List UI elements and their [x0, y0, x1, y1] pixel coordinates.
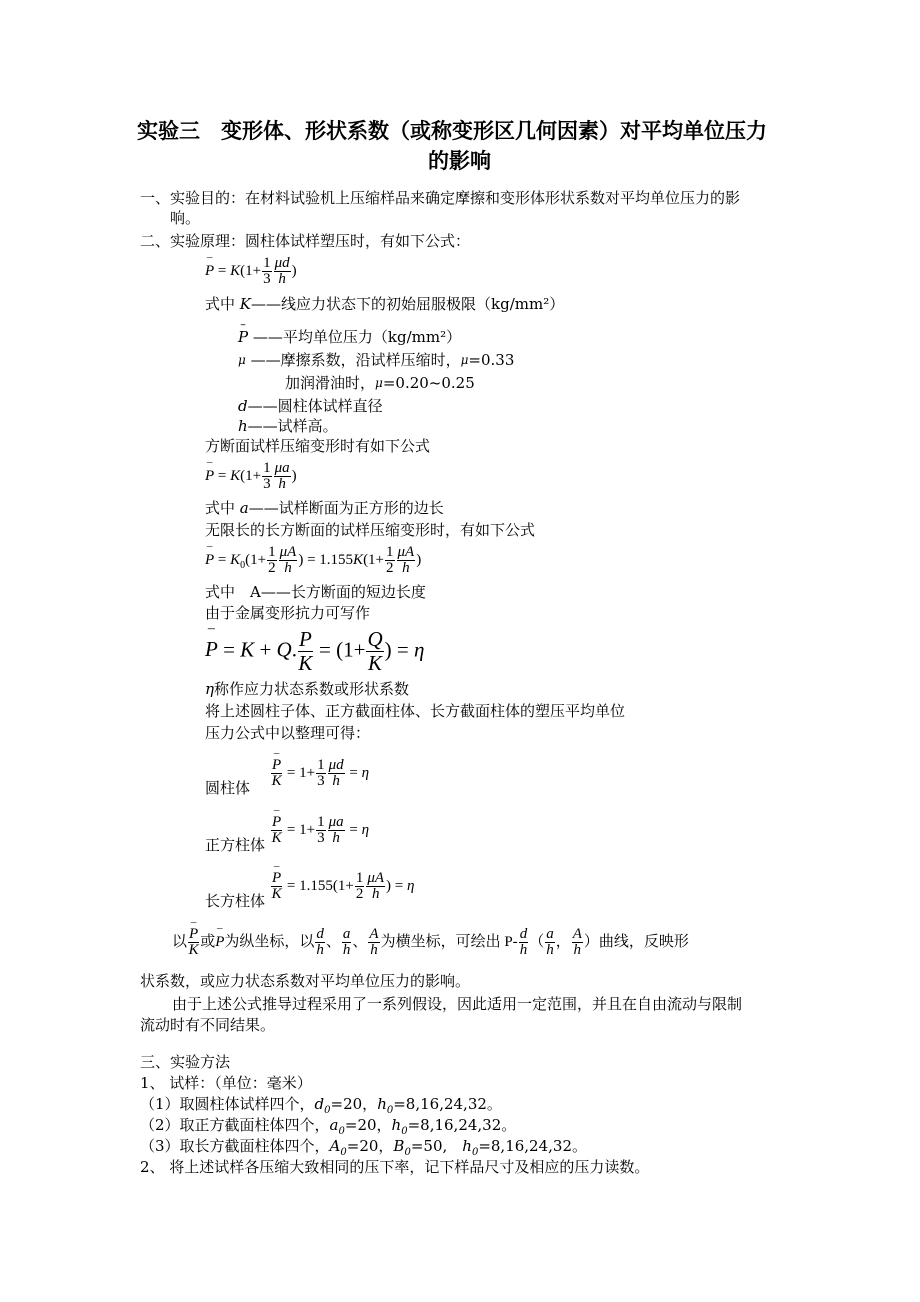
formula-rect: – $P = K_0(1+$ $\frac{1}{2}$ $\frac{\mu A}{h}$ ) = 1.155K(1+ $\frac{1}{2}$ $\frac{\mu A}{h}$ ) [205, 545, 421, 576]
label-cylinder: 圆柱体 [205, 779, 251, 797]
summary-line1: 将上述圆柱子体、正方截面柱体、长方截面柱体的塑压平均单位 [205, 702, 626, 720]
method-item2: 2、 将上述试样各压缩大致相同的压下率，记下样品尺寸及相应的压力读数。 [140, 1158, 650, 1176]
summary-line2: 压力公式中以整理可得： [205, 724, 371, 742]
page-title-line1: 实验三 变形体、形状系数（或称变形区几何因素）对平均单位压力 [137, 119, 767, 143]
method-heading: 三、实验方法 [140, 1053, 231, 1071]
formula-ratio-rect: – $\frac{P}{K}$ = 1.155(1+ $\frac{1}{2}$ $\frac{\mu A}{h}$ ) = η [270, 871, 414, 902]
axis-paragraph-line2: 状系数，或应力状态系数对平均单位压力的影响。 [140, 972, 471, 990]
def-mu-lube: 加润滑油时，$^\mu$=0.20~0.25 [285, 374, 475, 392]
def-P: – P ——平均单位压力（kg/mm²） [238, 327, 461, 347]
def-a: 式中 a——试样断面为正方形的边长 [205, 499, 444, 517]
def-mu: $^\mu$ ——摩擦系数，沿试样压缩时，$^\mu$=0.33 [238, 351, 515, 369]
def-K: 式中 K——线应力状态下的初始屈服极限（kg/mm²） [205, 295, 565, 313]
axis-paragraph-line1: 以 – $\frac{P}{K}$ 或– P为纵坐标，以 $\frac{d}{h}$ 、 $\frac{a}{h}$ 、 $\frac{A}{h}$ 为横坐标，可绘出 P- $\frac{d}{h}$ （ $\frac{a}{h}$ ， $\frac{A}{h}$ ）曲线，反映形 [172, 927, 689, 958]
formula-ratio-square: – $\frac{P}{K}$ = 1+ $\frac{1}{3}$ $\frac{\mu a}{h}$ = η [270, 815, 369, 846]
square-intro: 方断面试样压缩变形时有如下公式 [205, 437, 431, 455]
label-rect: 长方柱体 [205, 892, 266, 910]
def-h: h——试样高。 [238, 417, 338, 435]
sample-rect: （3）取长方截面柱体四个，$A_0=20$，$B_0=50$, $h_0=8,16,24,32$。 [140, 1137, 587, 1158]
formula-cylinder: – P = K(1+ $\frac{1}{3}$ $\frac{\mu d}{h}$ ) [205, 256, 297, 287]
formula-general: – P = K + Q. $\frac{P}{K}$ = (1+ $\frac{Q}{K}$ ) = η [205, 628, 424, 675]
formula-square: – P = K(1+ $\frac{1}{3}$ $\frac{\mu a}{h}$ ) [205, 461, 297, 492]
method-item1: 1、 试样：（单位：毫米） [140, 1074, 312, 1092]
def-A: 式中 A——长方断面的短边长度 [205, 583, 426, 601]
assumption-line2: 流动时有不同结果。 [140, 1016, 276, 1034]
principle-heading: 二、实验原理：圆柱体试样塑压时，有如下公式： [140, 232, 471, 250]
formula-ratio-cylinder: – $\frac{P}{K}$ = 1+ $\frac{1}{3}$ $\frac{\mu d}{h}$ = η [270, 758, 369, 789]
assumption-line1: 由于上述公式推导过程采用了一系列假设，因此适用一定范围，并且在自由流动与限制 [172, 995, 743, 1013]
metal-intro: 由于金属变形抗力可写作 [205, 604, 371, 622]
purpose-line1: 一、实验目的：在材料试验机上压缩样品来确定摩擦和变形体形状系数对平均单位压力的影 [140, 189, 741, 207]
label-square: 正方柱体 [205, 836, 266, 854]
sample-square: （2）取正方截面柱体四个，$a_0=20$，$h_0=8,16,24,32$。 [140, 1116, 517, 1137]
def-d: d——圆柱体试样直径 [238, 397, 383, 415]
sample-cylinder: （1）取圆柱体试样四个，$d_0=20$，$h_0=8,16,24,32$。 [140, 1095, 502, 1116]
rect-intro: 无限长的长方断面的试样压缩变形时，有如下公式 [205, 521, 536, 539]
eta-desc: η称作应力状态系数或形状系数 [205, 680, 410, 698]
purpose-line2: 响。 [170, 209, 201, 227]
page-title-line2: 的影响 [428, 149, 491, 173]
